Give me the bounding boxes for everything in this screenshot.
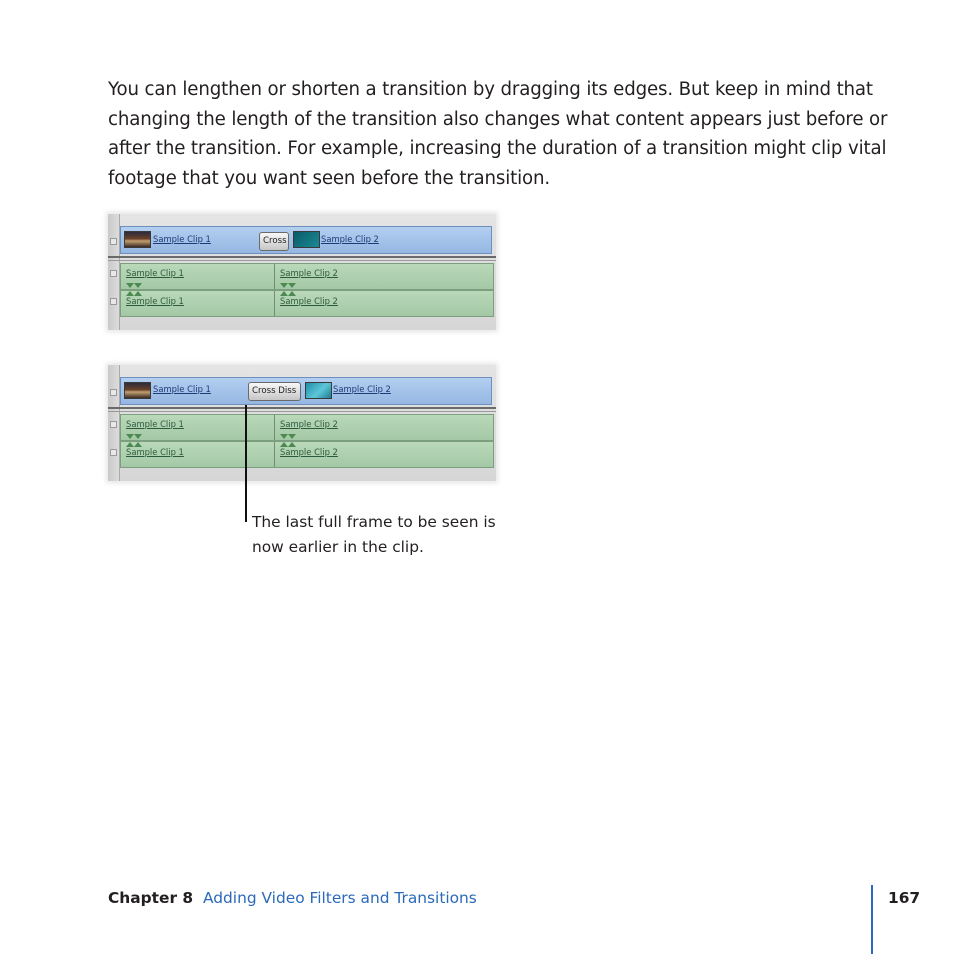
link-indicator-icon bbox=[288, 283, 296, 288]
timeline-after bbox=[108, 365, 496, 481]
transition-handle[interactable]: Cross Diss bbox=[248, 382, 301, 401]
track-divider bbox=[108, 260, 496, 261]
audio-track[interactable] bbox=[120, 441, 494, 468]
link-indicator-icon bbox=[126, 434, 134, 439]
video-track[interactable] bbox=[120, 226, 492, 254]
link-indicator-icon bbox=[280, 434, 288, 439]
timeline-before bbox=[108, 214, 496, 330]
link-indicator-icon bbox=[134, 434, 142, 439]
link-indicator-icon bbox=[288, 434, 296, 439]
link-indicator-icon bbox=[126, 283, 134, 288]
lock-icon[interactable] bbox=[110, 389, 117, 396]
track-gutter bbox=[108, 365, 120, 481]
clip-name[interactable]: Sample Clip 2 bbox=[280, 447, 338, 457]
body-paragraph: You can lengthen or shorten a transition by dragging its edges. But keep in mind that changing the length of the transition also changes what content appears just before or after the transition. For example, increasing the duration of a transition might clip vital footage that you want seen before the transition. bbox=[108, 79, 888, 189]
audio-track[interactable] bbox=[120, 290, 494, 317]
clip-name[interactable]: Sample Clip 2 bbox=[333, 384, 391, 394]
clip-thumbnail bbox=[293, 231, 320, 248]
lock-icon[interactable] bbox=[110, 298, 117, 305]
audio-track[interactable] bbox=[120, 263, 494, 290]
chapter-title: Adding Video Filters and Transitions bbox=[203, 889, 477, 907]
link-indicator-icon bbox=[134, 283, 142, 288]
callout-line bbox=[245, 405, 247, 522]
track-divider bbox=[108, 411, 496, 412]
clip-name[interactable]: Sample Clip 1 bbox=[126, 268, 184, 278]
clip-name[interactable]: Sample Clip 1 bbox=[153, 234, 211, 244]
edit-point[interactable] bbox=[274, 442, 275, 467]
transition-handle[interactable]: Cross bbox=[259, 232, 289, 251]
clip-name[interactable]: Sample Clip 1 bbox=[153, 384, 211, 394]
chapter-label: Chapter 8 bbox=[108, 889, 194, 907]
lock-icon[interactable] bbox=[110, 238, 117, 245]
callout-text: The last full frame to be seen is now earlier in the clip. bbox=[252, 513, 496, 556]
clip-name[interactable]: Sample Clip 2 bbox=[321, 234, 379, 244]
video-track[interactable] bbox=[120, 377, 492, 405]
page-number: 167 bbox=[888, 889, 921, 907]
clip-name[interactable]: Sample Clip 2 bbox=[280, 296, 338, 306]
edit-point[interactable] bbox=[274, 415, 275, 440]
clip-name[interactable]: Sample Clip 1 bbox=[126, 447, 184, 457]
track-gutter bbox=[108, 214, 120, 330]
clip-thumbnail bbox=[124, 382, 151, 399]
track-divider bbox=[108, 256, 496, 258]
link-indicator-icon bbox=[280, 283, 288, 288]
track-divider bbox=[108, 407, 496, 409]
clip-thumbnail bbox=[124, 231, 151, 248]
page-divider bbox=[871, 885, 873, 954]
audio-track[interactable] bbox=[120, 414, 494, 441]
edit-point[interactable] bbox=[274, 264, 275, 289]
clip-name[interactable]: Sample Clip 1 bbox=[126, 296, 184, 306]
clip-name[interactable]: Sample Clip 1 bbox=[126, 419, 184, 429]
lock-icon[interactable] bbox=[110, 421, 117, 428]
clip-name[interactable]: Sample Clip 2 bbox=[280, 268, 338, 278]
lock-icon[interactable] bbox=[110, 449, 117, 456]
edit-point[interactable] bbox=[274, 291, 275, 316]
clip-name[interactable]: Sample Clip 2 bbox=[280, 419, 338, 429]
lock-icon[interactable] bbox=[110, 270, 117, 277]
clip-thumbnail bbox=[305, 382, 332, 399]
